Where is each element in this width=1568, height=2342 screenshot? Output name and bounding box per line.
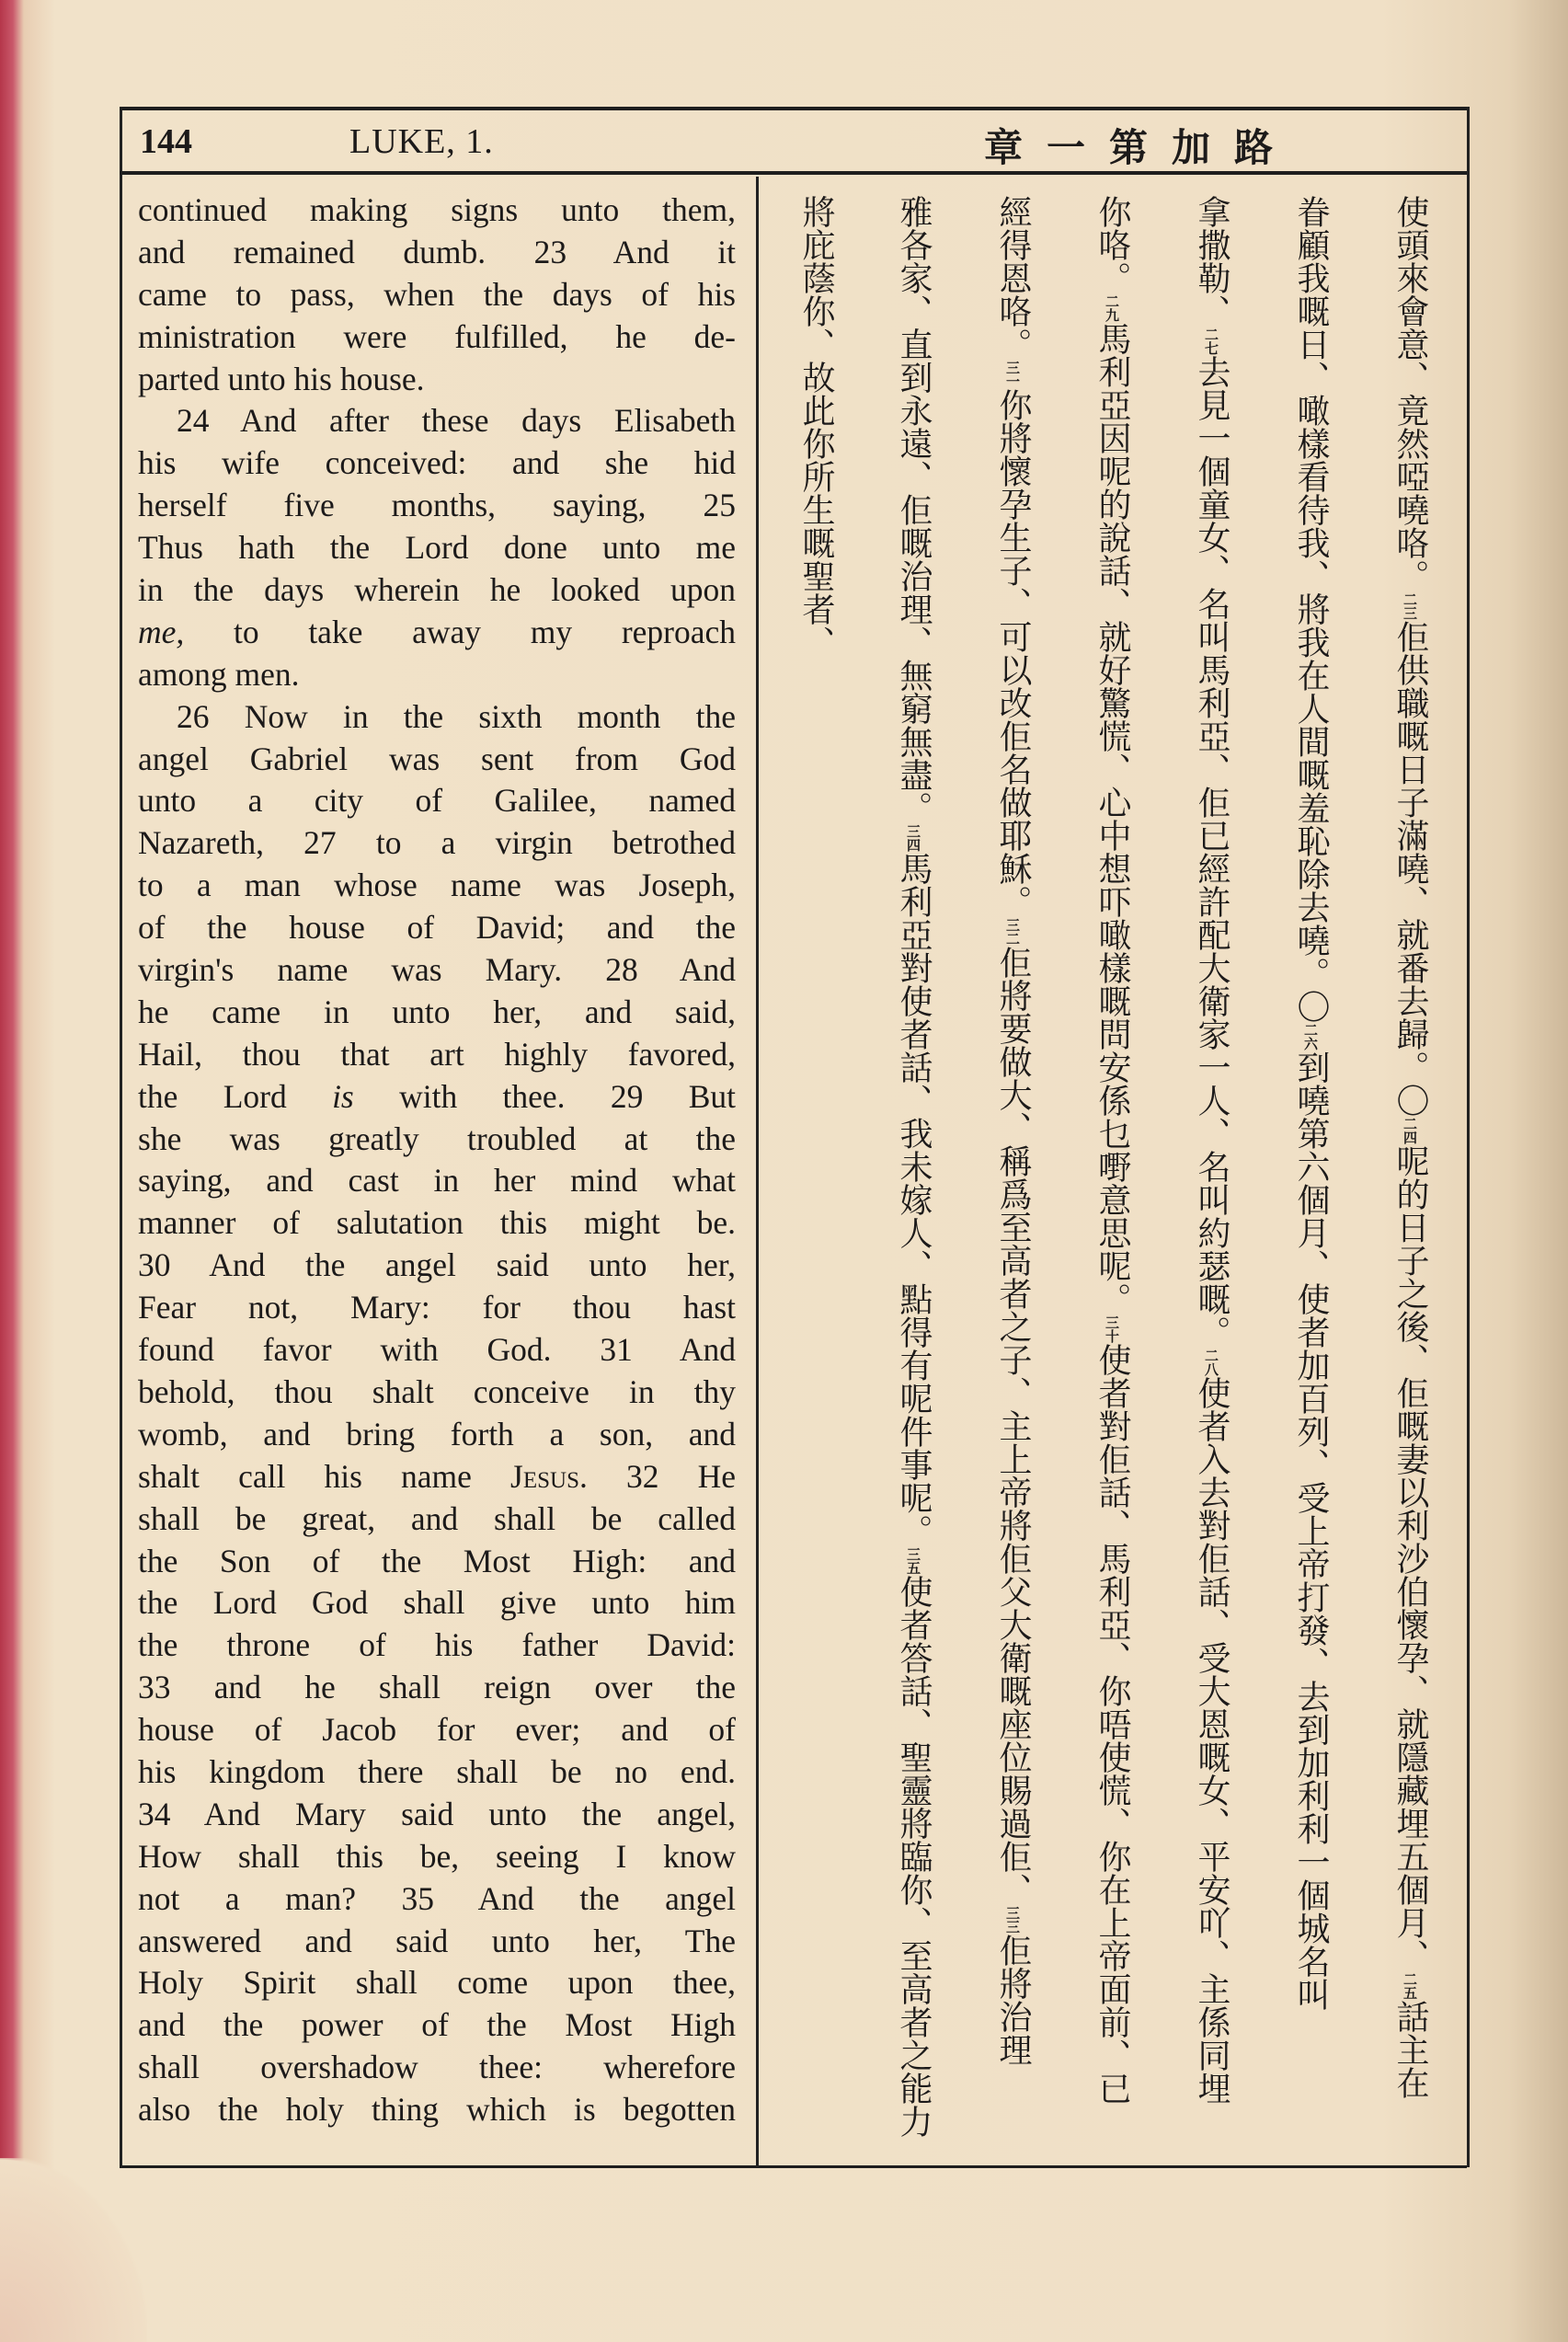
verse-number: 二四 xyxy=(1402,1117,1418,1144)
text-segment: continued making signs unto them, xyxy=(138,191,736,228)
chinese-text: 佢將要做大、稱爲至高者之子、主上帝將佢父大衛嘅座位賜過佢、 xyxy=(994,946,1032,1906)
text-line xyxy=(138,1034,736,1076)
text-segment: to a man whose name was Joseph, xyxy=(138,867,736,904)
text-line xyxy=(138,696,736,739)
chinese-text: 經得恩咯。 xyxy=(994,195,1032,361)
verse-number: 二三 xyxy=(1402,592,1418,620)
text-line xyxy=(138,1921,736,1963)
top-rule xyxy=(120,107,1467,110)
verse-number: 三三 xyxy=(1004,1906,1021,1934)
text-line xyxy=(138,1667,736,1709)
chinese-text: 你咯。 xyxy=(1093,195,1131,294)
text-line xyxy=(138,274,736,316)
text-segment: Nazareth, 27 to a virgin betrothed xyxy=(138,824,736,862)
small-caps-text: Jesus xyxy=(510,1457,579,1495)
text-segment: unto a city of Galilee, named xyxy=(138,782,736,820)
running-header xyxy=(120,112,1464,171)
text-line xyxy=(138,1794,736,1836)
chinese-text: 將庇蔭你、故此你所生嘅聖者、 xyxy=(797,195,835,659)
text-segment: parted unto his house. xyxy=(138,360,425,397)
text-segment: not a man? 35 And the angel xyxy=(138,1879,736,1917)
text-segment: . 32 He xyxy=(579,1457,736,1495)
text-segment: 26 Now in the sixth month the xyxy=(177,697,736,735)
text-segment: in the days wherein he looked upon xyxy=(138,571,736,609)
text-segment: herself five months, saying, 25 xyxy=(138,487,736,524)
italic-text: me, xyxy=(138,613,185,650)
text-segment: 24 And after these days Elisabeth xyxy=(177,402,736,440)
chinese-text: 馬利亞因呢的說話、就好驚慌、心中想吓噉樣嘅問安係乜嘢意思呢。 xyxy=(1093,322,1131,1315)
text-line xyxy=(138,442,736,485)
chinese-text: 話主在 xyxy=(1391,2000,1429,2099)
chinese-text: 到嘵第六個月、使者加百列、受上帝打發、去到加利利一個城名叫 xyxy=(1292,1050,1330,2011)
text-line xyxy=(138,822,736,865)
text-segment: found favor with God. 31 And xyxy=(138,1331,736,1369)
chinese-title: 章一第加路 xyxy=(984,125,1298,170)
text-line xyxy=(138,1751,736,1794)
text-segment: ministration were fulfilled, he de- xyxy=(138,317,736,355)
text-segment: virgin's name was Mary. 28 And xyxy=(138,951,736,989)
verse-number: 三十 xyxy=(1104,1315,1120,1343)
text-line xyxy=(138,1372,736,1414)
english-text-column xyxy=(138,189,736,2131)
text-segment: house of Jacob for ever; and of xyxy=(138,1711,736,1749)
text-line xyxy=(138,1836,736,1878)
text-segment: Thus hath the Lord done unto me xyxy=(138,529,736,567)
page-stain xyxy=(0,2158,147,2342)
text-line xyxy=(138,1414,736,1456)
text-segment: behold, thou shalt conceive in thy xyxy=(138,1372,736,1410)
text-segment: the throne of his father David: xyxy=(138,1626,736,1664)
text-line xyxy=(138,1076,736,1119)
text-segment: manner of salutation this might be. xyxy=(138,1204,736,1242)
chinese-column xyxy=(1084,195,1139,2154)
chinese-column xyxy=(788,195,843,2154)
text-line xyxy=(138,2047,736,2089)
text-segment: womb, and bring forth a son, and xyxy=(138,1415,736,1452)
chinese-column xyxy=(1184,195,1239,2154)
text-line xyxy=(138,1498,736,1541)
chinese-column xyxy=(886,195,941,2154)
text-segment: of the house of David; and the xyxy=(138,909,736,947)
text-segment: he came in unto her, and said, xyxy=(138,993,736,1030)
chinese-text: 佢供職嘅日子滿嘵、就番去歸。〇 xyxy=(1391,620,1429,1117)
text-segment: and the power of the Most High xyxy=(138,2006,736,2044)
chinese-text: 雅各家、直到永遠、佢嘅治理、無窮無盡。 xyxy=(895,195,933,824)
text-line xyxy=(138,1456,736,1498)
text-segment: and remained dumb. 23 And it xyxy=(138,233,736,270)
chinese-text: 馬利亞對使者話、我未嫁人、點得有呢件事呢。 xyxy=(895,852,933,1547)
text-segment: came to pass, when the days of his xyxy=(138,275,736,313)
chinese-text: 使者對佢話、馬利亞、你唔使慌、你在上帝面前、已 xyxy=(1093,1343,1131,2105)
verse-number: 三五 xyxy=(905,1547,921,1575)
italic-text: is xyxy=(332,1077,354,1115)
chinese-text: 呢的日子之後、佢嘅妻以利沙伯懷孕、就隱藏埋五個月、 xyxy=(1391,1144,1429,1972)
chinese-text: 去見一個童女、名叫馬利亞、佢已經許配大衛家一人、名叫約瑟嘅。 xyxy=(1193,355,1230,1349)
text-line xyxy=(138,992,736,1034)
text-line xyxy=(138,1119,736,1161)
text-line xyxy=(138,1582,736,1624)
text-line xyxy=(138,739,736,781)
text-segment: among men. xyxy=(138,655,300,693)
text-line xyxy=(138,1878,736,1921)
text-line xyxy=(138,1287,736,1329)
text-line xyxy=(138,1160,736,1202)
text-line xyxy=(138,2089,736,2131)
text-segment: answered and said unto her, The xyxy=(138,1922,736,1959)
text-segment: 34 And Mary said unto the angel, xyxy=(138,1795,736,1832)
chinese-column xyxy=(1283,195,1338,2154)
text-segment: 33 and he shall reign over the xyxy=(138,1669,736,1706)
bottom-rule xyxy=(120,2165,1467,2168)
text-line xyxy=(138,865,736,907)
verse-number: 二八 xyxy=(1203,1349,1219,1376)
text-segment: saying, and cast in her mind what xyxy=(138,1162,736,1200)
text-line xyxy=(138,232,736,274)
text-line xyxy=(138,316,736,359)
chinese-text: 眷顧我嘅日、噉樣看待我、將我在人間嘅羞恥除去嘵。〇 xyxy=(1292,195,1330,1023)
text-segment: shalt call his name xyxy=(138,1457,511,1495)
verse-number: 三一 xyxy=(1004,361,1021,388)
verse-number: 三四 xyxy=(905,824,921,852)
column-divider xyxy=(756,177,759,2167)
text-line xyxy=(138,907,736,949)
text-line xyxy=(138,1709,736,1751)
text-segment: also the holy thing which is begotten xyxy=(138,2091,736,2129)
text-line xyxy=(138,654,736,696)
text-segment: angel Gabriel was sent from God xyxy=(138,740,736,777)
text-line xyxy=(138,527,736,569)
text-line xyxy=(138,400,736,442)
chinese-text: 使者答話、聖靈將臨你、至高者之能力 xyxy=(895,1575,933,2138)
chinese-text-column xyxy=(768,195,1453,2154)
text-segment: his kingdom there shall be no end. xyxy=(138,1752,736,1790)
text-segment: with thee. 29 But xyxy=(353,1077,736,1115)
text-segment: Hail, thou that art highly favored, xyxy=(138,1035,736,1073)
text-segment: Holy Spirit shall come upon thee, xyxy=(138,1964,736,2002)
book-chapter: LUKE, 1. xyxy=(349,122,494,161)
text-line xyxy=(138,1962,736,2004)
verse-number: 二五 xyxy=(1402,1972,1418,2000)
text-line xyxy=(138,1541,736,1583)
chinese-text: 你將懷孕生子、可以改佢名做耶穌。 xyxy=(994,388,1032,918)
text-segment: 30 And the angel said unto her, xyxy=(138,1246,736,1284)
chinese-column xyxy=(985,195,1040,2154)
verse-number: 二六 xyxy=(1302,1023,1319,1050)
chinese-text: 拿撒勒、 xyxy=(1193,195,1230,327)
chinese-text: 佢將治理 xyxy=(994,1934,1032,2066)
chinese-text: 使者入去對佢話、受大恩嘅女、平安吖、主係同埋 xyxy=(1193,1376,1230,2105)
text-segment: shall overshadow thee: wherefore xyxy=(138,2049,736,2086)
text-segment: Fear not, Mary: for thou hast xyxy=(138,1289,736,1326)
text-line xyxy=(138,359,736,401)
text-line xyxy=(138,1202,736,1245)
text-line xyxy=(138,1624,736,1667)
text-segment: she was greatly troubled at the xyxy=(138,1119,736,1157)
text-segment: the Lord God shall give unto him xyxy=(138,1584,736,1622)
text-line xyxy=(138,949,736,992)
text-line xyxy=(138,569,736,612)
verse-number: 三二 xyxy=(1004,918,1021,946)
text-segment: the Son of the Most High: and xyxy=(138,1542,736,1579)
chinese-text: 使頭來會意、竟然啞嘵咯。 xyxy=(1391,195,1429,592)
chinese-column xyxy=(1382,195,1437,2154)
text-segment: the Lord xyxy=(138,1077,333,1115)
text-line xyxy=(138,780,736,822)
verse-number: 二九 xyxy=(1104,294,1120,322)
text-segment: How shall this be, seeing I know xyxy=(138,1837,736,1875)
text-line xyxy=(138,189,736,232)
text-line xyxy=(138,485,736,527)
text-line xyxy=(138,2004,736,2047)
text-line xyxy=(138,612,736,654)
text-segment: his wife conceived: and she hid xyxy=(138,444,736,482)
page-number: 144 xyxy=(140,122,192,161)
text-line xyxy=(138,1329,736,1372)
verse-number: 二七 xyxy=(1203,327,1219,355)
text-segment: shall be great, and shall be called xyxy=(138,1499,736,1537)
text-line xyxy=(138,1245,736,1287)
text-segment: to take away my reproach xyxy=(184,613,736,650)
